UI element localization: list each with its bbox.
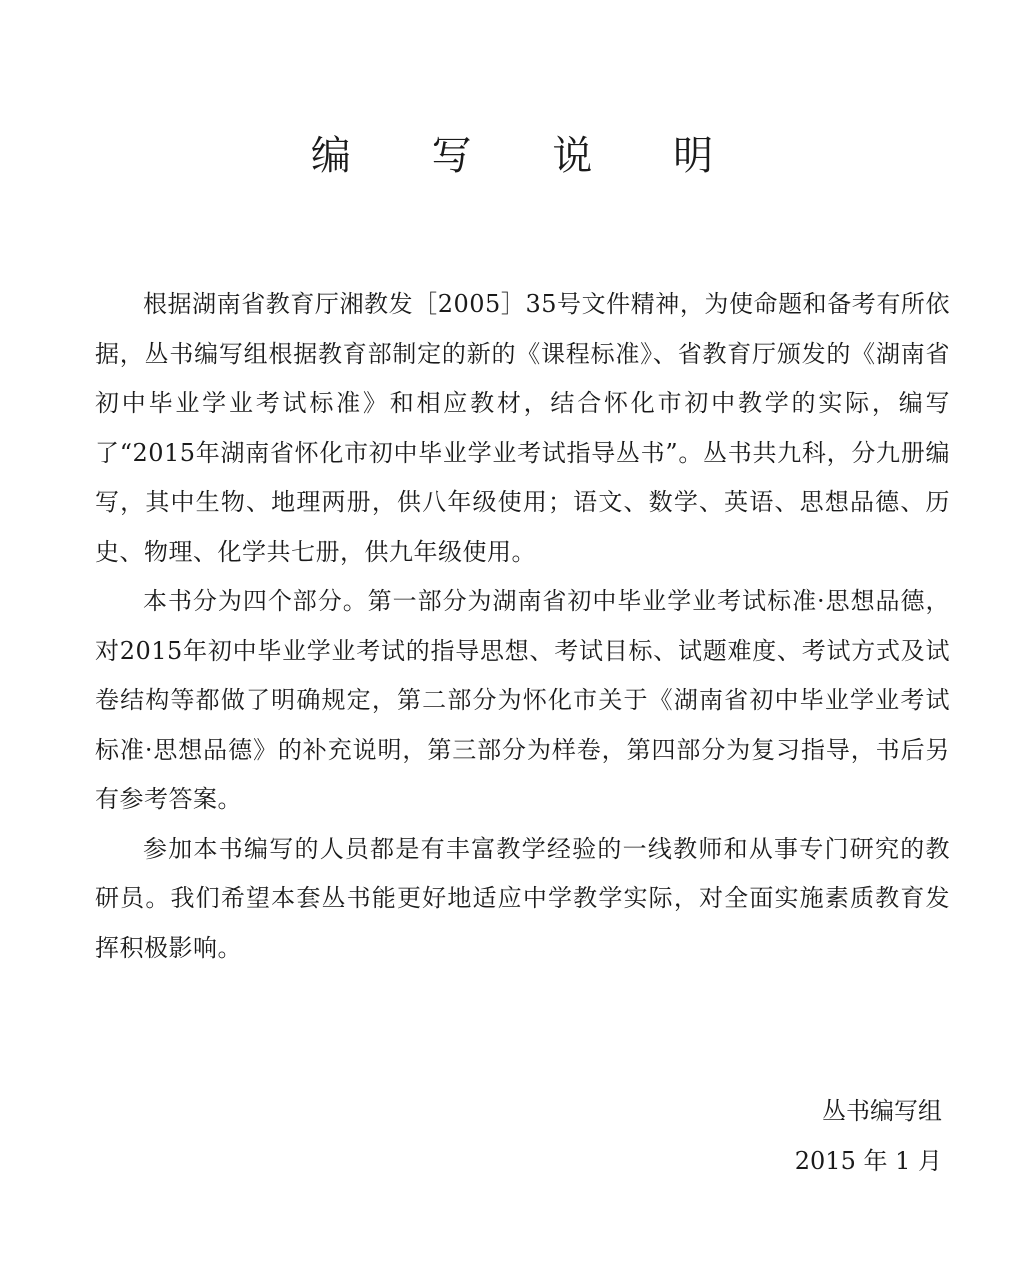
page-title: 编 写 说 明 [310,133,748,179]
paragraph-1: 根据湖南省教育厅湘教发［2005］35号文件精神，为使命题和备考有所依据，丛书编写组根据教育部制定的新的《课程标准》、省教育厅颁发的《湖南省初中毕业学业考试标准》和相应教材，结合怀化市初中教学的实际，编写了“2015年湖南省怀化市初中毕业学业考试指导丛书”。丛书共九科，分九册编写，其中生物、地理两册，供八年级使用；语文、数学、英语、思想品德、历史、物理、化学共七册，供九年级使用。 [95,290,950,566]
signature-author: 丛书编写组 [822,1097,942,1125]
paragraph-2: 本书分为四个部分。第一部分为湖南省初中毕业学业考试标准·思想品德，对2015年初中毕业学业考试的指导思想、考试目标、试题难度、考试方式及试卷结构等都做了明确规定，第二部分为怀化市关于《湖南省初中毕业学业考试标准·思想品德》的补充说明，第三部分为样卷，第四部分为复习指导，书后另有参考答案。 [95,587,950,813]
document-body [95,280,950,973]
paragraph-3: 参加本书编写的人员都是有丰富教学经验的一线教师和从事专门研究的教研员。我们希望本套丛书能更好地适应中学教学实际，对全面实施素质教育发挥积极影响。 [95,834,950,962]
signature-date: 2015 年 1 月 [794,1147,942,1175]
signature-block [795,1086,942,1186]
